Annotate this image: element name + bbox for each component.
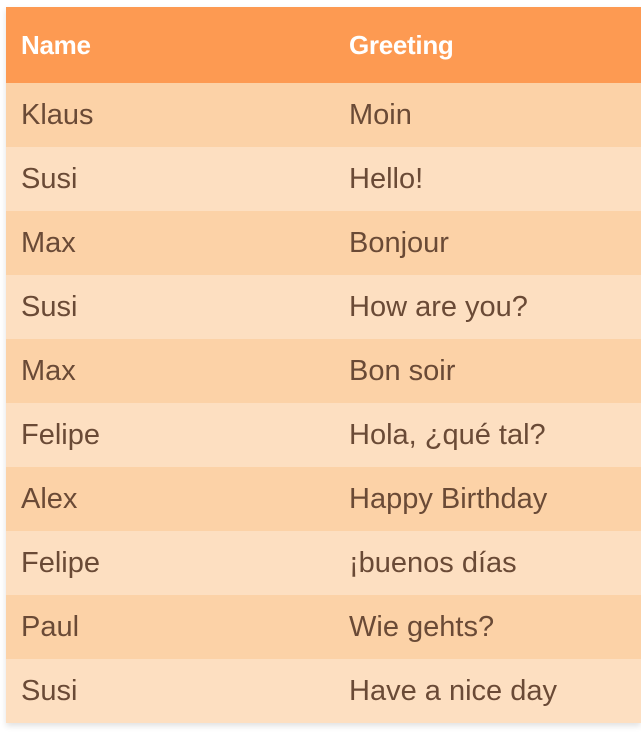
cell-greeting: Moin	[349, 98, 412, 131]
greetings-table	[6, 7, 641, 723]
cell-greeting: Bonjour	[349, 226, 449, 259]
table-row	[6, 275, 641, 339]
cell-name: Felipe	[21, 546, 100, 579]
cell-name: Max	[21, 354, 76, 387]
cell-name: Susi	[21, 674, 78, 707]
table-row	[6, 531, 641, 595]
cell-name: Susi	[21, 162, 78, 195]
table-body	[6, 83, 641, 723]
table-row	[6, 147, 641, 211]
column-header-greeting[interactable]: Greeting	[349, 29, 454, 60]
cell-greeting: ¡buenos días	[349, 546, 517, 579]
table-row	[6, 659, 641, 723]
header-row	[6, 7, 641, 83]
cell-greeting: Wie gehts?	[349, 610, 495, 643]
cell-greeting: Have a nice day	[349, 674, 557, 707]
cell-greeting: How are you?	[349, 290, 528, 323]
table-row	[6, 83, 641, 147]
table-row	[6, 467, 641, 531]
cell-name: Susi	[21, 290, 78, 323]
cell-greeting: Bon soir	[349, 354, 456, 387]
table-row	[6, 339, 641, 403]
cell-name: Paul	[21, 610, 80, 643]
cell-name: Klaus	[21, 98, 94, 131]
cell-greeting: Happy Birthday	[349, 482, 548, 515]
greetings-table-container	[6, 7, 641, 723]
cell-name: Max	[21, 226, 76, 259]
column-header-name[interactable]: Name	[21, 29, 91, 60]
cell-name: Alex	[21, 482, 78, 515]
table-row	[6, 595, 641, 659]
cell-greeting: Hello!	[349, 162, 424, 195]
cell-greeting: Hola, ¿qué tal?	[349, 418, 546, 451]
table-header	[6, 7, 641, 83]
table-row	[6, 211, 641, 275]
table-row	[6, 403, 641, 467]
cell-name: Felipe	[21, 418, 100, 451]
